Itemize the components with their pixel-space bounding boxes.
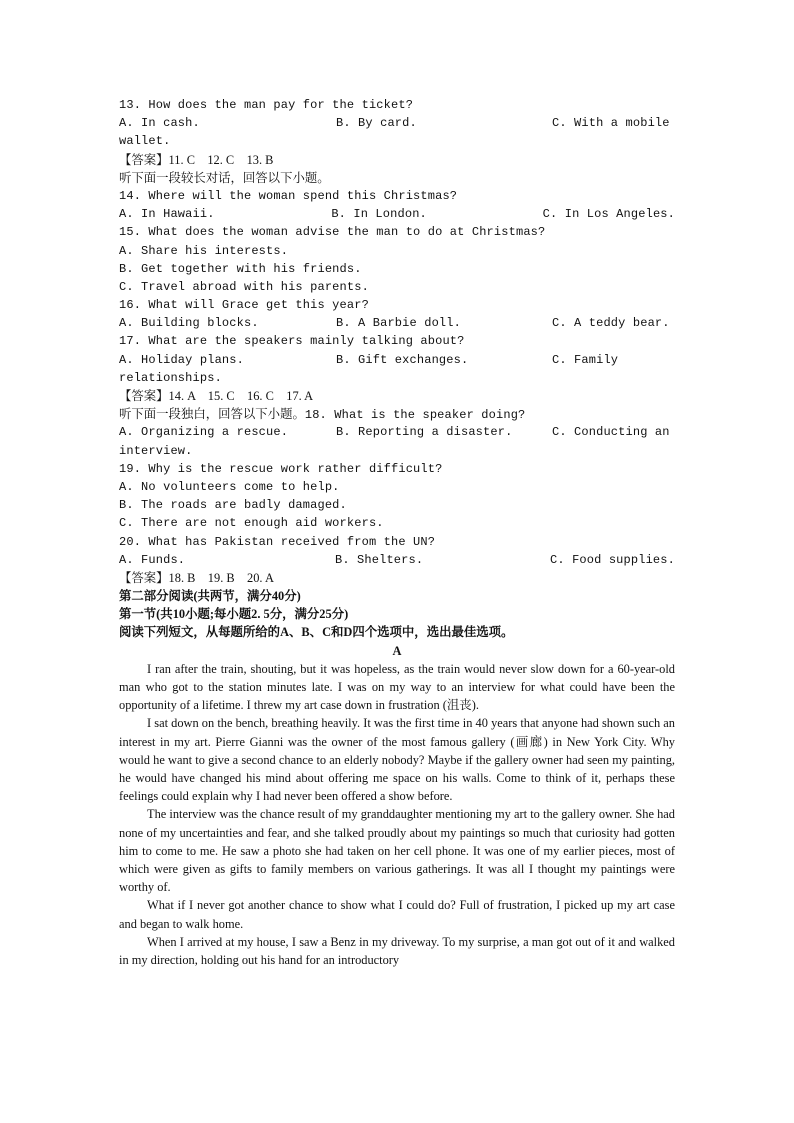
- option-c: C. With a mobile: [552, 116, 670, 131]
- passage-paragraph: The interview was the chance result of my granddaughter mentioning my art to the gallery owner. She had none of my uncertainties and fear, and she talked proudly about my paintings so much that curiosity had gotten him to come to me. He saw a photo she had taken on her cell phone. It was one of my earlier pieces, most of which were given as gifts to family members on various gatherings. It was all I thought my paintings were worthy of.: [119, 807, 675, 895]
- part-title: 第二部分阅读(共两节，满分40分): [119, 589, 301, 604]
- option-c: C. In Los Angeles.: [542, 207, 675, 222]
- option-a: A. Holiday plans.: [119, 352, 244, 367]
- option-a: A. In cash.: [119, 116, 200, 131]
- option-b: B. In London.: [331, 207, 427, 222]
- option-b: B. The roads are badly damaged.: [119, 498, 347, 513]
- option-a: A. Share his interests.: [119, 243, 289, 258]
- option-b: B. By card.: [336, 116, 417, 131]
- option-b: B. Get together with his friends.: [119, 261, 362, 276]
- question-14-options: [119, 205, 675, 223]
- question-18-options: [119, 423, 675, 441]
- option-wrap: relationships.: [119, 370, 222, 385]
- option-c: C. Family: [552, 352, 619, 367]
- section-instruction: 听下面一段独白，回答以下小题。: [119, 407, 305, 422]
- passage-label: A: [392, 643, 402, 658]
- section-instruction: 听下面一段较长对话，回答以下小题。: [119, 170, 330, 185]
- question-20-options: [119, 551, 675, 569]
- question-15: 15. What does the woman advise the man to do at Christmas?: [119, 225, 546, 240]
- option-a: A. No volunteers come to help.: [119, 479, 340, 494]
- question-13: 13. How does the man pay for the ticket?: [119, 98, 414, 112]
- option-wrap: interview.: [119, 443, 193, 458]
- question-18-line: [119, 405, 675, 423]
- option-c: C. Travel abroad with his parents.: [119, 279, 369, 294]
- question-20: 20. What has Pakistan received from the UN?: [119, 534, 436, 549]
- question-13-options: [119, 114, 675, 132]
- section-title: 第一节(共10小题;每小题2. 5分，满分25分): [119, 607, 349, 622]
- answer-key: 【答案】18. B 19. B 20. A: [119, 570, 274, 585]
- answer-key: 【答案】11. C 12. C 13. B: [119, 152, 274, 167]
- option-b: B. Reporting a disaster.: [336, 425, 513, 440]
- passage-paragraph: When I arrived at my house, I saw a Benz in my driveway. To my surprise, a man got out of it and walked in my direction, holding out his hand for an introductory: [119, 934, 675, 968]
- answer-key: 【答案】14. A 15. C 16. C 17. A: [119, 389, 314, 403]
- question-16-options: [119, 314, 675, 332]
- question-17: 17. What are the speakers mainly talking about?: [119, 334, 465, 349]
- document-page: [119, 96, 675, 969]
- passage-paragraph: What if I never got another chance to show what I could do? Full of frustration, I picked up my art case and began to walk home.: [119, 898, 675, 931]
- option-a: A. Organizing a rescue.: [119, 425, 289, 440]
- option-a: A. Funds.: [119, 552, 186, 567]
- option-a: A. In Hawaii.: [119, 207, 215, 222]
- option-c: C. There are not enough aid workers.: [119, 516, 384, 531]
- question-18: 18. What is the speaker doing?: [304, 408, 526, 423]
- option-c: C. Conducting an: [552, 425, 670, 440]
- question-17-options: [119, 351, 675, 369]
- option-c: C. A teddy bear.: [552, 316, 670, 331]
- option-c: C. Food supplies.: [550, 552, 675, 567]
- question-16: 16. What will Grace get this year?: [119, 298, 369, 313]
- passage-paragraph: I ran after the train, shouting, but it was hopeless, as the train would never slow down for a 60-year-old man who got to the station minutes late. I was on my way to an interview for what could have been the opportunity of a lifetime. I threw my art case down in frustration (沮丧).: [119, 661, 675, 713]
- question-14: 14. Where will the woman spend this Christmas?: [119, 188, 458, 203]
- option-b: B. Shelters.: [335, 552, 424, 567]
- option-b: B. Gift exchanges.: [336, 352, 469, 367]
- reading-instruction: 阅读下列短文，从每题所给的A、B、C和D四个选项中，选出最佳选项。: [119, 625, 514, 640]
- option-b: B. A Barbie doll.: [336, 316, 461, 331]
- option-wrap: wallet.: [119, 134, 171, 149]
- option-a: A. Building blocks.: [119, 316, 259, 331]
- passage-paragraph: I sat down on the bench, breathing heavily. It was the first time in 40 years that anyone had shown such an interest in my art. Pierre Gianni was the owner of the most famous gallery (画廊) in New York City. Why would he want to give a second chance to an elderly nobody? Maybe if the gallery owner had seen my painting, he would have changed his mind about offering me space on his walls. Come to think of it, perhaps these feelings could explain why I had never been offered a show before.: [119, 716, 675, 804]
- question-19: 19. Why is the rescue work rather difficult?: [119, 461, 443, 476]
